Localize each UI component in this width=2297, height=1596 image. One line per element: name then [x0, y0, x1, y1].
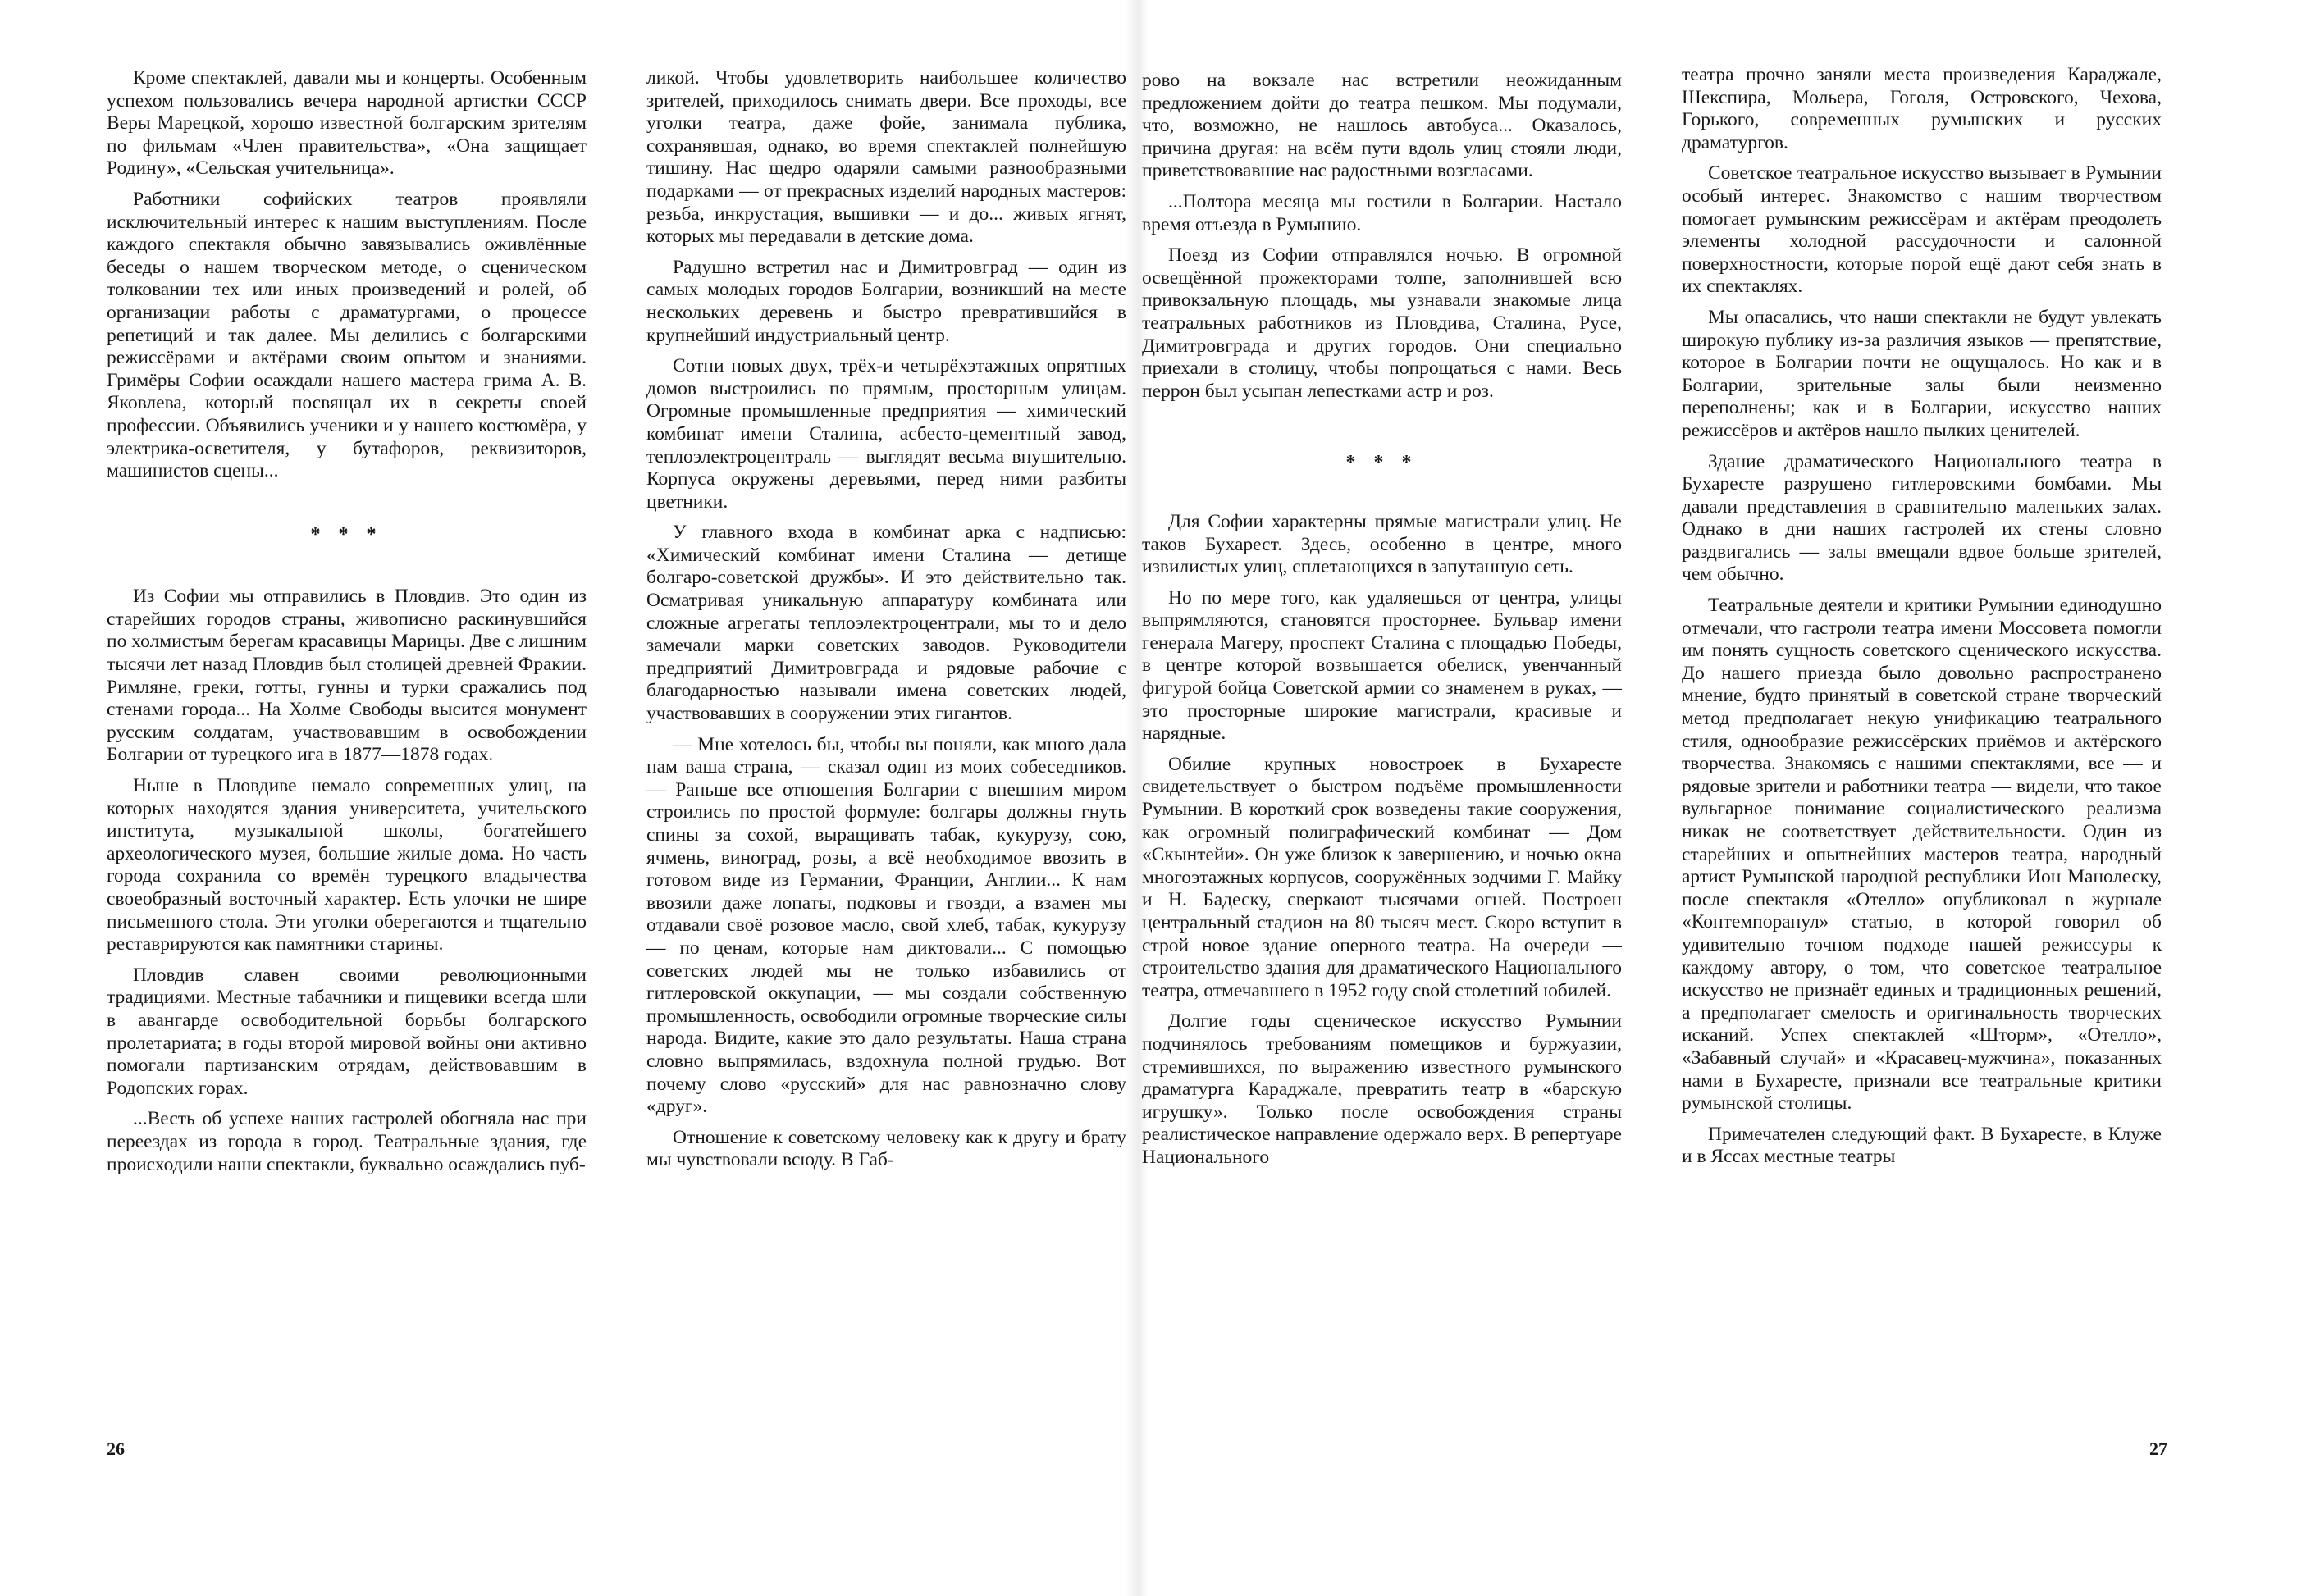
left-page-column-2 — [646, 67, 1126, 1461]
paragraph: Радушно встретил нас и Димитровград — один из самых молодых городов Болгарии, возникший на месте нескольких деревень и быстро превратившийся в крупнейший индустриальный центр. — [646, 256, 1126, 346]
paragraph: Мы опасались, что наши спектакли не будут увлекать широкую публику из-за различия языков — препятствие, которое в Болгарии почти не ощущалось. Но как и в Болгарии, зрительные залы были неизменно переполнены; как и в Болгарии, искусство наших режиссёров и актёров нашло пылких ценителей. — [1682, 306, 2162, 441]
page-number-left: 26 — [107, 1439, 125, 1459]
paragraph: Сотни новых двух, трёх-и четырёхэтажных опрятных домов выстроились по прямым, просторным улицам. Огромные промышленные предприятия — химический комбинат имени Сталина, асбесто-цементный завод, теплоэлектроцентраль — выглядят весьма внушительно. Корпуса окружены деревьями, перед ними разбиты цветники. — [646, 355, 1126, 513]
paragraph: — Мне хотелось бы, чтобы вы поняли, как много дала нам ваша страна, — сказал один из моих собеседников. — Раньше все отношения Болгарии с внешним миром строились по простой формуле: болгары должны гнуть спины за сохой, выращивать табак, кукурузу, сою, ячмень, виноград, розы, а всё необходимое ввозить в готовом виде из Германии, Франции, Англии... К нам ввозили даже лопаты, подковы и гвозди, а взамен мы отдавали своё розовое масло, свой хлеб, табак, кукурузу — по ценам, которые нам диктовали... С помощью советских людей мы не только избавились от гитлеровской оккупации, — мы создали собственную промышленность, освободили огромные творческие силы народа. Видите, какие это дало результаты. Наша страна словно выпрямилась, вздохнула полной грудью. Вот почему слово «русский» для нас равнозначно слову «друг». — [646, 733, 1126, 1118]
paragraph-continued: театра прочно заняли места произведения Караджале, Шекспира, Мольера, Гоголя, Островского, Чехова, Горького, современных румынских и русских драматургов. — [1682, 64, 2162, 153]
paragraph: Из Софии мы отправились в Пловдив. Это один из старейших городов страны, живописно раскинувшийся по холмистым берегам красавицы Марицы. Две с лишним тысячи лет назад Пловдив был столицей древней Фракии. Римляне, греки, готты, гунны и турки сражались под стенами города... На Холме Свободы высится монумент русским солдатам, участвовавшим в освобождении Болгарии от турецкого ига в 1877—1878 годах. — [107, 586, 587, 766]
right-page-column-1 — [1142, 70, 1622, 1464]
paragraph-continued: рово на вокзале нас встретили неожиданным предложением дойти до театра пешком. Мы подумали, что, возможно, не нашлось автобуса... Оказалось, причина другая: на всём пути вдоль улиц стояли люди, приветствовавшие нас радостными возгласами. — [1142, 70, 1622, 182]
section-separator: * * * — [1345, 452, 1418, 474]
paragraph: Театральные деятели и критики Румынии единодушно отмечали, что гастроли театра имени Моссовета помогли им понять сущность советского сценического искусства. До нашего приезда было довольно распространено мнение, будто принятый в советской стране творческий метод предполагает некую унификацию театрального стиля, однообразие режиссёрских приёмов и актёрского творчества. Знакомясь с нашими спектаклями, все — и рядовые зрители и работники театра — видели, что такое вульгарное понимание социалистического реализма никак не соответствует действительности. Один из старейших и опытнейших мастеров театра, народный артист Румынской народной республики Ион Манолеску, после спектакля «Отелло» опубликовал в журнале «Контемпоранул» статью, в которой говорил об удивительно точном подходе нашей режиссуры к каждому автору, о том, что советское театральное искусство не признаёт единых и традиционных решений, а предполагает смелость и оригинальность творческих исканий. Успех спектаклей «Шторм», «Отелло», «Забавный случай» и «Красавец-мужчина», показанных нами в Бухаресте, признали все театральные критики румынской столицы. — [1682, 595, 2162, 1115]
paragraph: Отношение к советскому человеку как к другу и брату мы чувствовали всюду. В Габ- — [646, 1126, 1126, 1171]
paragraph: Ныне в Пловдиве немало современных улиц, на которых находятся здания университета, учительского института, музыкальной школы, богатейшего археологического музея, большие жилые дома. Но часть города сохранила со времён турецкого владычества своеобразный восточный характер. Есть улочки не шире письменного стола. Эти уголки оберегаются и тщательно реставрируются как памятники старины. — [107, 775, 587, 955]
paragraph: ...Полтора месяца мы гостили в Болгарии. Настало время отъезда в Румынию. — [1142, 190, 1622, 235]
paragraph: Поезд из Софии отправлялся ночью. В огромной освещённой прожекторами толпе, заполнившей всю привокзальную площадь, мы узнавали знакомые лица театральных работников из Пловдива, Сталина, Русе, Димитровграда и других городов. Они специально приехали в столицу, чтобы попрощаться с нами. Весь перрон был усыпан лепестками астр и роз. — [1142, 244, 1622, 402]
paragraph: Кроме спектаклей, давали мы и концерты. Особенным успехом пользовались вечера народной артистки СССР Веры Марецкой, хорошо известной болгарским зрителям по фильмам «Член правительства», «Она защищает Родину», «Сельская учительница». — [107, 67, 587, 180]
paragraph: Работники софийских театров проявляли исключительный интерес к нашим выступлениям. После каждого спектакля обычно завязывались оживлённые беседы о нашем творческом методе, о сценическом толковании тех или иных произведений и ролей, об организации работы с драматургами, о процессе репетиций и так далее. Мы делились с болгарскими режиссёрами и актёрами своим опытом и знаниями. Гримёры Софии осаждали нашего мастера грима А. В. Яковлева, который посвящал их в секреты своей профессии. Объявились ученики и у нашего костюмёра, у электрика-осветителя, у бутафоров, реквизиторов, машинистов сцены... — [107, 188, 587, 482]
right-page-column-2 — [1682, 64, 2162, 1458]
paragraph: Долгие годы сценическое искусство Румынии подчинялось требованиям помещиков и буржуазии, стремившихся, по выражению известного румынского драматурга Караджале, превратить театр в «барскую игрушку». Только после освобождения страны реалистическое направление одержало верх. В репертуаре Национального — [1142, 1010, 1622, 1168]
paragraph: Обилие крупных новостроек в Бухаресте свидетельствует о быстром подъёме промышленности Румынии. В короткий срок возведены такие сооружения, как огромный полиграфический комбинат — Дом «Скынтейи». Он уже близок к завершению, и ночью окна многоэтажных корпусов, сооружённых зодчими Г. Майку и Н. Бадеску, сверкают тысячами огней. Построен центральный стадион на 80 тысяч мест. Скоро вступит в строй новое здание оперного театра. На очереди — строительство здания для драматического Национального театра, отмечавшего в 1952 году свой столетний юбилей. — [1142, 753, 1622, 1001]
section-separator: * * * — [310, 523, 383, 545]
paragraph: Здание драматического Национального театра в Бухаресте разрушено гитлеровскими бомбами. Мы давали представления в сравнительно маленьких залах. Однако в дни наших гастролей их стены словно раздвигались — залы вмещали вдвое больше зрителей, чем обычно. — [1682, 450, 2162, 586]
paragraph: Примечателен следующий факт. В Бухаресте, в Клуже и в Яссах местные театры — [1682, 1123, 2162, 1168]
left-page-column-1 — [107, 67, 587, 1461]
paragraph: Пловдив славен своими революционными традициями. Местные табачники и пищевики всегда шли в авангарде освободительной борьбы болгарского пролетариата; в годы второй мировой войны они активно помогали партизанским отрядам, действовавшим в Родопских горах. — [107, 964, 587, 1099]
paragraph: У главного входа в комбинат арка с надписью: «Химический комбинат имени Сталина — детище болгаро-советской дружбы». И это действительно так. Осматривая уникальную аппаратуру комбината или сложные агрегаты теплоэлектроцентрали, мы то и дело замечали марки советских заводов. Руководители предприятий Димитровграда и рядовые рабочие с благодарностью называли имена советских людей, участвовавших в сооружении этих гигантов. — [646, 522, 1126, 725]
paragraph: Советское театральное искусство вызывает в Румынии особый интерес. Знакомство с нашим творчеством помогает румынским режиссёрам и актёрам преодолеть элементы холодной рассудочности и салонной поверхностности, которые порой ещё дают себя знать в их спектаклях. — [1682, 162, 2162, 298]
paragraph: Для Софии характерны прямые магистрали улиц. Не таков Бухарест. Здесь, особенно в центре, много извилистых улиц, сплетающихся в запутанную сеть. — [1142, 510, 1622, 578]
paragraph: ...Весть об успехе наших гастролей обогняла нас при переездах из города в город. Театральные здания, где происходили наши спектакли, буквально осаждались пуб- — [107, 1108, 587, 1175]
paragraph: Но по мере того, как удаляешься от центра, улицы выпрямляются, становятся просторнее. Бульвар имени генерала Магеру, проспект Сталина с площадью Победы, в центре которой возвышается обелиск, увенчанный фигурой бойца Советской армии со знаменем в руках, — это просторные широкие магистрали, красивые и нарядные. — [1142, 586, 1622, 745]
page-number-right: 27 — [2149, 1439, 2167, 1459]
paragraph-continued: ликой. Чтобы удовлетворить наибольшее количество зрителей, приходилось снимать двери. Все проходы, все уголки театра, даже фойе, занимала публика, сохранявшая, однако, во время спектаклей полнейшую тишину. Нас щедро одаряли самыми разнообразными подарками — от прекрасных изделий народных мастеров: резьба, инкрустация, вышивки — и до... живых ягнят, которых мы передавали в детские дома. — [646, 67, 1126, 248]
